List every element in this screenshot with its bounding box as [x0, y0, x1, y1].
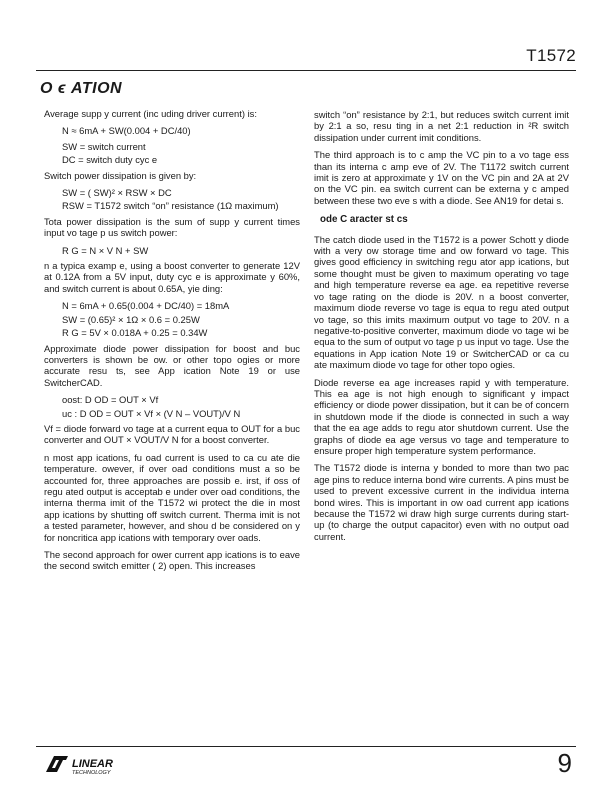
- equation: R G = 5V × 0.018A + 0.25 = 0.34W: [62, 327, 208, 339]
- paragraph: n a typica examp e, using a boost converter to generate 12V at 0.12A from a 5V input, duty cyc e is approximate y 60%, and switch current is about 0.65A, yie ding:: [44, 260, 300, 294]
- paragraph: Approximate diode power dissipation for boost and buc converters is shown be ow. or other topo ogies or more accurate resu ts, see App ication Note 19 or use SwitcherCAD.: [44, 342, 300, 388]
- equation: uc : D OD = OUT × Vf × (V N – VOUT)/V N: [62, 407, 241, 419]
- bottom-rule: [36, 746, 576, 747]
- equation: SW = switch current: [62, 140, 146, 152]
- company-logo: [44, 752, 134, 776]
- svg-text:LINEAR: LINEAR: [72, 758, 113, 770]
- linear-technology-logo-icon: [44, 752, 134, 776]
- paragraph: The catch diode used in the T1572 is a power Schott y diode with a very ow storage time and ow forward vo tage. This gives good efficiency in switching regu ator app ications, but some thought must be given to maximum operating vo tage and high temperature reverse ea age. ea repetitive reverse vo tage rating on the diode is 20V. n a boost converter, maximum diode reverse vo tage is equa to regu ated output vo tage, so this imits maximum output vo tage to 20V. n a negative-to-positive converter, maximum diode vo tage wi be equa to the sum of output vo tage p us input vo tage. Use the equations in App ication Note 19 or SwitcherCAD or ca cu ate maximum diode vo tage for other topo ogies.: [314, 233, 569, 371]
- equation: SW = (0.65)² × 1Ω × 0.6 = 0.25W: [62, 313, 200, 325]
- page-number: 9: [557, 748, 572, 778]
- equation: N ≈ 6mA + SW(0.004 + DC/40): [62, 125, 191, 137]
- svg-text:TECHNOLOGY: TECHNOLOGY: [72, 770, 111, 776]
- equation: SW = ( SW)² × RSW × DC: [62, 187, 172, 199]
- paragraph: The T1572 diode is interna y bonded to more than two pac age pins to reduce interna bond wire currents. A pins must be used to prevent excessive current in the individua interna bond wires. This is important in ow oad current app ications because the T1572 wi draw high surge currents during start-up (to charge the output capacitor) even with no output oad current.: [314, 462, 569, 542]
- paragraph: Average supp y current (inc uding driver current) is:: [44, 108, 257, 119]
- paragraph: Tota power dissipation is the sum of supp y current times input vo tage p us switch power:: [44, 215, 300, 239]
- paragraph: switch “on” resistance by 2:1, but reduces switch current imit by 2:1 a so, resu ting in a net 2:1 reduction in ²R switch dissipation under current imit conditions.: [314, 109, 569, 143]
- equation: RSW = T1572 switch “on” resistance (1Ω maximum): [62, 200, 279, 212]
- left-column: [44, 108, 300, 578]
- equation: R G = N × V N + SW: [62, 244, 149, 256]
- section-title: O ϵ ATION: [40, 80, 123, 97]
- part-number: T1572: [526, 46, 576, 65]
- paragraph: n most app ications, fu oad current is used to ca cu ate die temperature. owever, if over oad conditions must a so be accounted for, three approaches are possib e. irst, if oss of regu ated output is acceptab e under over oad conditions, the interna therma imit of the T1572 wi protect the die in most app ications by shutting off switch current. Therma imit is not a tested parameter, however, and shou d be considered on y for noncritica app ications with temporary over oads.: [44, 451, 300, 543]
- paragraph: The second approach for ower current app ications is to eave the second switch emitter ( 2) open. This increases: [44, 549, 300, 572]
- paragraph: Switch power dissipation is given by:: [44, 169, 197, 181]
- top-rule: [36, 70, 576, 71]
- right-column: [314, 109, 569, 548]
- paragraph: Diode reverse ea age increases rapid y with temperature. This ea age is not high enough to significant y impact efficiency or diode power dissipation, but it can be of concern in shutdown mode if the diode is connected in such a way that the ea age adds to regu ator shutdown current. Use the graphs of diode ea age versus vo tage and temperature to ensure proper high temperature system performance.: [314, 376, 569, 456]
- paragraph: The third approach is to c amp the VC pin to a vo tage ess than its interna c amp eve of 2V. The T1172 switch current imit is zero at approximate y 1V on the VC pin and 2A at 2V on the VC pin. ea switch current can be externa y c amped between these two eve s with a diode. See AN19 for detai s.: [314, 149, 569, 206]
- equation: N = 6mA + 0.65(0.004 + DC/40) = 18mA: [62, 300, 230, 312]
- equation: oost: D OD = OUT × Vf: [62, 394, 159, 406]
- subsection-heading: ode C aracter st cs: [320, 214, 408, 226]
- paragraph: Vf = diode forward vo tage at a current equa to OUT for a buc converter and OUT × VOUT/V N for a boost converter.: [44, 422, 300, 446]
- equation: DC = switch duty cyc e: [62, 154, 158, 166]
